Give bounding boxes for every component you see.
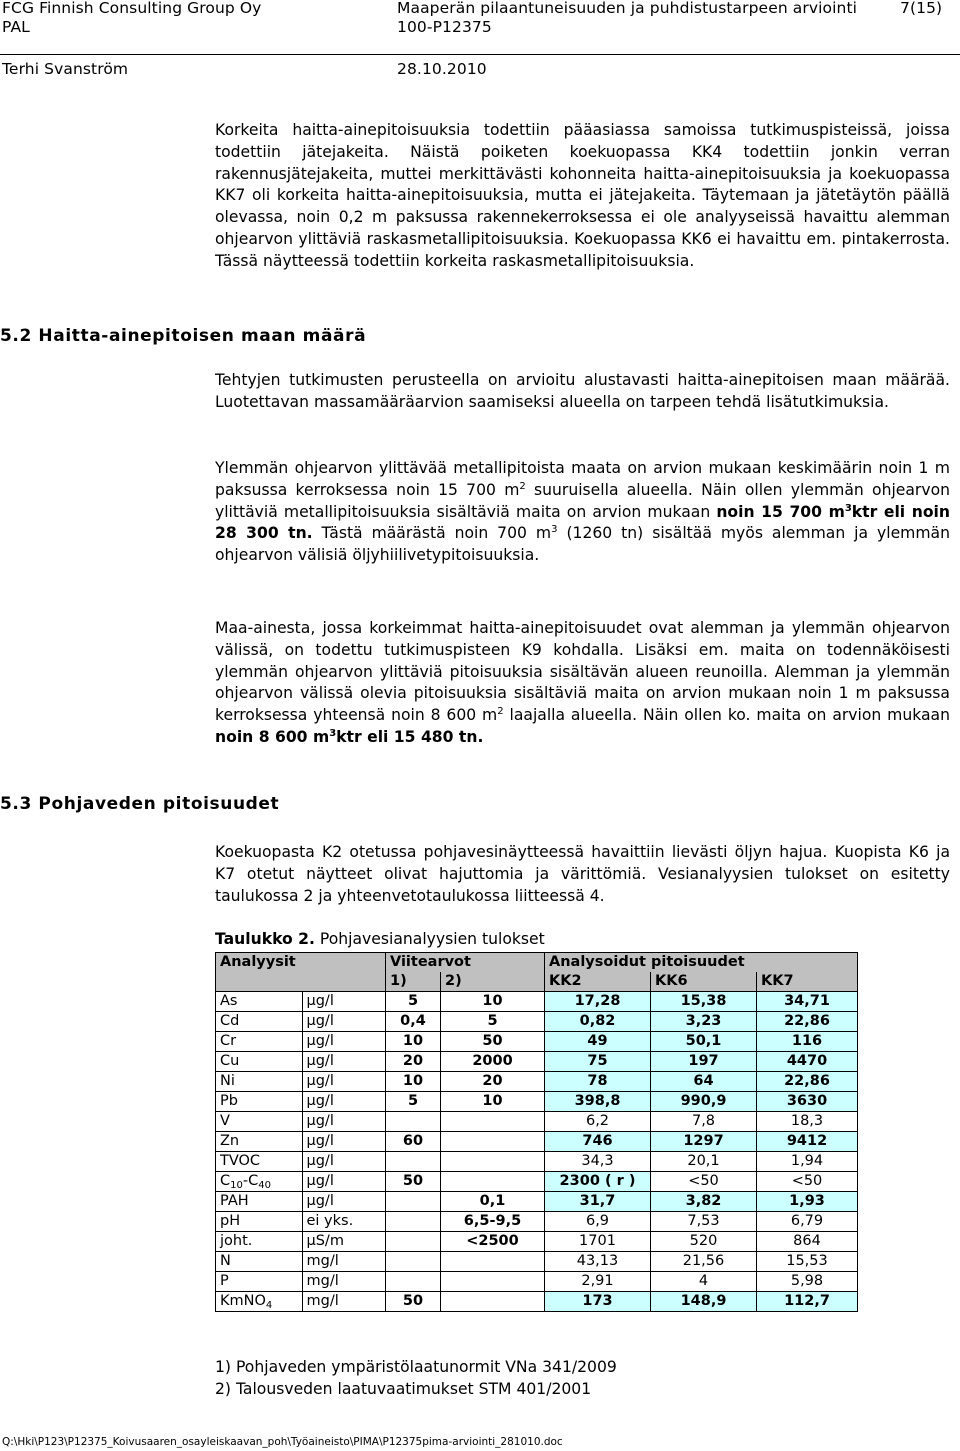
- cell-kk7: <50: [757, 1172, 858, 1192]
- cell-ref-1: 10: [386, 1032, 441, 1052]
- table-row: [216, 1232, 858, 1252]
- p2-part-c: Tästä määrästä noin 700 m: [312, 524, 552, 543]
- analyte-dash-c: -C: [242, 1173, 259, 1189]
- cell-analyte: V: [216, 1112, 303, 1132]
- p3-part-b: laajalla alueella. Näin ollen ko. maita on arvion mukaan: [503, 706, 950, 725]
- table-row: [216, 1112, 858, 1132]
- cell-analyte: pH: [216, 1212, 303, 1232]
- cell-kk6: 3,23: [651, 1012, 757, 1032]
- analyte-sub-40: 40: [258, 1180, 271, 1191]
- cell-kk7: 15,53: [757, 1252, 858, 1272]
- cell-kk7: 34,71: [757, 992, 858, 1012]
- p2-part-a: Ylemmän ohjearvon ylittävää metallipitoista maata on arvion mukaan keskimäärin noin 1 m paksussa kerroksessa noin 15 700 m: [215, 459, 950, 499]
- th-empty-2: [302, 972, 386, 992]
- header-project-number: 100-P12375: [397, 18, 492, 36]
- table-row: [216, 992, 858, 1012]
- cell-analyte: Pb: [216, 1092, 303, 1112]
- section-5-2-text-2: [215, 458, 950, 567]
- p2-sup-a: 2: [519, 480, 526, 492]
- cell-kk2: 78: [545, 1072, 651, 1092]
- cell-kk7: 1,93: [757, 1192, 858, 1212]
- cell-kk2: 1701: [545, 1232, 651, 1252]
- cell-analyte: [216, 1172, 303, 1192]
- header-client: PAL: [2, 18, 30, 36]
- cell-ref-1: 0,4: [386, 1012, 441, 1032]
- cell-kk2: 2300 ( r ): [545, 1172, 651, 1192]
- cell-kk6: 64: [651, 1072, 757, 1092]
- cell-ref-1: [386, 1152, 441, 1172]
- th-kk2: KK2: [545, 972, 651, 992]
- cell-analyte: N: [216, 1252, 303, 1272]
- cell-ref-1: [386, 1272, 441, 1292]
- section-5-2-paragraph-2: [215, 458, 950, 567]
- cell-unit: µg/l: [302, 1052, 386, 1072]
- p3-part-a: Maa-ainesta, jossa korkeimmat haitta-ainepitoisuudet ovat alemman ja ylemmän ohjearvon välissä, on todettu tutkimuspisteen K9 kohdalla. Lisäksi em. maita on todennäköisesti ylemmän ohjearvon ylittäviä pitoisuuksia sisältävän alueen reunoilla. Alemman ja ylemmän ohjearvon välissä olevia pitoisuuksia sisältäviä maita on arvion mukaan noin 1 m paksussa kerroksessa yhteensä noin 8 600 m: [215, 619, 950, 725]
- cell-ref-1: 5: [386, 992, 441, 1012]
- cell-unit: µg/l: [302, 1072, 386, 1092]
- table-caption: [215, 930, 545, 948]
- p2-bold-2: ktr eli noin 28 300 tn.: [215, 502, 950, 543]
- th-ref-2: 2): [441, 972, 545, 992]
- cell-kk6: 1297: [651, 1132, 757, 1152]
- cell-kk7: 4470: [757, 1052, 858, 1072]
- cell-kk7: 3630: [757, 1092, 858, 1112]
- analyte-kmno: KmNO: [220, 1293, 266, 1309]
- cell-ref-2: 2000: [441, 1052, 545, 1072]
- table-row: [216, 1172, 858, 1192]
- cell-unit: µg/l: [302, 1132, 386, 1152]
- cell-analyte: PAH: [216, 1192, 303, 1212]
- p2-bold-sup: 3: [844, 502, 852, 514]
- cell-unit: mg/l: [302, 1252, 386, 1272]
- cell-analyte: TVOC: [216, 1152, 303, 1172]
- table-notes: [215, 1356, 617, 1400]
- section-5-2-paragraph-1: [215, 370, 950, 414]
- table-row: [216, 1092, 858, 1112]
- cell-ref-2: 0,1: [441, 1192, 545, 1212]
- p3-bold-2: ktr eli 15 480 tn.: [336, 727, 484, 746]
- table-row: [216, 1072, 858, 1092]
- cell-unit: ei yks.: [302, 1212, 386, 1232]
- th-kk6: KK6: [651, 972, 757, 992]
- p2-part-b: suuruisella alueella. Näin ollen ylemmän ohjearvon ylittäviä metallipitoisuuksia sisältäviä maita on arvion mukaan: [215, 480, 950, 521]
- header-company: FCG Finnish Consulting Group Oy: [2, 0, 262, 17]
- cell-kk7: 5,98: [757, 1272, 858, 1292]
- cell-kk6: 21,56: [651, 1252, 757, 1272]
- cell-kk6: 3,82: [651, 1192, 757, 1212]
- cell-kk7: 116: [757, 1032, 858, 1052]
- cell-unit: mg/l: [302, 1272, 386, 1292]
- cell-ref-2: 10: [441, 1092, 545, 1112]
- section-5-2-text-3: [215, 618, 950, 749]
- cell-kk2: 0,82: [545, 1012, 651, 1032]
- cell-ref-2: [441, 1152, 545, 1172]
- cell-ref-1: 50: [386, 1292, 441, 1312]
- cell-kk6: 148,9: [651, 1292, 757, 1312]
- cell-kk2: 49: [545, 1032, 651, 1052]
- cell-ref-2: [441, 1132, 545, 1152]
- table-caption-label: Taulukko 2.: [215, 930, 315, 948]
- cell-analyte: Cr: [216, 1032, 303, 1052]
- cell-unit: µg/l: [302, 1192, 386, 1212]
- cell-kk2: 34,3: [545, 1152, 651, 1172]
- cell-kk6: 7,53: [651, 1212, 757, 1232]
- table-row: [216, 1032, 858, 1052]
- p2-bold-1: noin 15 700 m: [716, 502, 845, 521]
- header-date: 28.10.2010: [397, 60, 487, 78]
- cell-kk6: 20,1: [651, 1152, 757, 1172]
- note-2: 2) Talousveden laatuvaatimukset STM 401/2001: [215, 1380, 592, 1398]
- cell-ref-2: <2500: [441, 1232, 545, 1252]
- cell-kk7: 864: [757, 1232, 858, 1252]
- cell-unit: µg/l: [302, 1112, 386, 1132]
- cell-kk2: 398,8: [545, 1092, 651, 1112]
- th-empty-1: [216, 972, 303, 992]
- th-ref-1: 1): [386, 972, 441, 992]
- section-5-2-heading: 5.2 Haitta-ainepitoisen maan määrä: [0, 326, 367, 346]
- p2-part-d: (1260 tn) sisältää myös alemman ja ylemmän ohjearvon välisiä öljyhiilivetypitoisuuksia.: [215, 524, 950, 565]
- cell-kk2: 31,7: [545, 1192, 651, 1212]
- section-5-2-paragraph-3: [215, 618, 950, 749]
- p3-bold-volume: [215, 728, 483, 746]
- cell-kk7: 9412: [757, 1132, 858, 1152]
- cell-ref-1: [386, 1112, 441, 1132]
- cell-ref-1: 50: [386, 1172, 441, 1192]
- analyte-sub-4: 4: [265, 1300, 273, 1311]
- header-divider: [0, 54, 960, 55]
- cell-kk6: <50: [651, 1172, 757, 1192]
- cell-analyte: [216, 1292, 303, 1312]
- cell-analyte: As: [216, 992, 303, 1012]
- cell-unit: µS/m: [302, 1232, 386, 1252]
- cell-ref-2: [441, 1172, 545, 1192]
- cell-ref-2: 50: [441, 1032, 545, 1052]
- table-caption-text: Pohjavesianalyysien tulokset: [314, 930, 545, 948]
- table-row: [216, 1052, 858, 1072]
- th-analyysit: Analyysit: [216, 953, 386, 973]
- cell-unit: µg/l: [302, 1152, 386, 1172]
- footer-file-path: Q:\Hki\P123\P12375_Koivusaaren_osayleiskaavan_poh\Työaineisto\PIMA\P12375pima-arviointi_281010.doc: [2, 1436, 563, 1448]
- intro-paragraph: Korkeita haitta-ainepitoisuuksia todettiin pääasiassa samoissa tutkimuspisteissä, joissa todettiin jätejakeita. Näistä poiketen koekuopassa KK4 todettiin jonkin verran rakennusjätejakeita, muttei merkittävästi kohonneita haitta-ainepitoisuuksia ja koekuopassa KK7 oli korkeita haitta-ainepitoisuuksia, mutta ei jätejakeita. Täytemaan ja jätetäytön päällä olevassa, noin 0,2 m paksussa rakennekerroksessa ei ole analyyseissä havaittu alemman ohjearvon ylittäviä raskasmetallipitoisuuksia. Koekuopassa KK6 ei havaittu em. pintakerrosta. Tässä näytteessä todettiin korkeita raskasmetallipitoisuuksia.: [215, 121, 950, 270]
- table-row: [216, 1012, 858, 1032]
- cell-kk2: 6,2: [545, 1112, 651, 1132]
- cell-analyte: Ni: [216, 1072, 303, 1092]
- cell-ref-1: 10: [386, 1072, 441, 1092]
- table-row: [216, 1192, 858, 1212]
- cell-kk2: 43,13: [545, 1252, 651, 1272]
- cell-kk7: 112,7: [757, 1292, 858, 1312]
- cell-kk7: 22,86: [757, 1012, 858, 1032]
- cell-ref-1: [386, 1212, 441, 1232]
- cell-kk6: 990,9: [651, 1092, 757, 1112]
- cell-kk7: 1,94: [757, 1152, 858, 1172]
- cell-ref-2: 10: [441, 992, 545, 1012]
- p2-sup-c: 3: [551, 524, 558, 536]
- section-5-3-heading: 5.3 Pohjaveden pitoisuudet: [0, 794, 280, 814]
- section-5-3-paragraph: [215, 842, 950, 907]
- cell-kk6: 7,8: [651, 1112, 757, 1132]
- cell-unit: µg/l: [302, 1012, 386, 1032]
- cell-ref-2: 20: [441, 1072, 545, 1092]
- cell-unit: µg/l: [302, 1172, 386, 1192]
- table-row: [216, 1152, 858, 1172]
- cell-ref-1: [386, 1232, 441, 1252]
- cell-ref-1: [386, 1192, 441, 1212]
- th-kk7: KK7: [757, 972, 858, 992]
- table-header-row-2: [216, 972, 858, 992]
- table-row: [216, 1132, 858, 1152]
- cell-unit: µg/l: [302, 1032, 386, 1052]
- cell-ref-2: [441, 1292, 545, 1312]
- header-document-title: Maaperän pilaantuneisuuden ja puhdistustarpeen arviointi: [397, 0, 858, 17]
- analyte-c: C: [220, 1173, 231, 1189]
- cell-ref-2: 6,5-9,5: [441, 1212, 545, 1232]
- p3-bold-sup: 3: [329, 727, 337, 739]
- table-row: [216, 1252, 858, 1272]
- th-viitearvot: Viitearvot: [386, 953, 545, 973]
- analyte-sub-10: 10: [230, 1180, 243, 1191]
- cell-analyte: Cu: [216, 1052, 303, 1072]
- cell-kk2: 75: [545, 1052, 651, 1072]
- cell-analyte: joht.: [216, 1232, 303, 1252]
- section-5-2-text-1: Tehtyjen tutkimusten perusteella on arvioitu alustavasti haitta-ainepitoisen maan määrää. Luotettavan massamääräarvion saamiseksi alueella on tarpeen tehdä lisätutkimuksia.: [215, 371, 950, 411]
- cell-kk7: 18,3: [757, 1112, 858, 1132]
- cell-kk2: 2,91: [545, 1272, 651, 1292]
- cell-kk2: 17,28: [545, 992, 651, 1012]
- table-header-row-1: [216, 953, 858, 973]
- p3-sup-a: 2: [497, 706, 504, 718]
- cell-ref-1: 20: [386, 1052, 441, 1072]
- groundwater-results-table: [215, 952, 858, 1312]
- table-row: [216, 1212, 858, 1232]
- cell-analyte: P: [216, 1272, 303, 1292]
- cell-analyte: Cd: [216, 1012, 303, 1032]
- cell-kk6: 15,38: [651, 992, 757, 1012]
- cell-unit: mg/l: [302, 1292, 386, 1312]
- cell-ref-2: [441, 1112, 545, 1132]
- table-row: [216, 1272, 858, 1292]
- cell-kk7: 6,79: [757, 1212, 858, 1232]
- cell-kk2: 6,9: [545, 1212, 651, 1232]
- intro-section: [215, 120, 950, 273]
- cell-ref-2: 5: [441, 1012, 545, 1032]
- cell-kk2: 173: [545, 1292, 651, 1312]
- cell-ref-2: [441, 1272, 545, 1292]
- cell-kk2: 746: [545, 1132, 651, 1152]
- th-analysoidut: Analysoidut pitoisuudet: [545, 953, 858, 973]
- cell-kk6: 520: [651, 1232, 757, 1252]
- cell-kk6: 197: [651, 1052, 757, 1072]
- cell-ref-1: 5: [386, 1092, 441, 1112]
- cell-ref-1: [386, 1252, 441, 1272]
- header-author: Terhi Svanström: [2, 60, 129, 78]
- cell-analyte: Zn: [216, 1132, 303, 1152]
- cell-unit: µg/l: [302, 992, 386, 1012]
- cell-kk6: 4: [651, 1272, 757, 1292]
- section-5-3-text: Koekuopasta K2 otetussa pohjavesinäytteessä havaittiin lievästi öljyn hajua. Kuopista K6 ja K7 otetut näytteet olivat hajuttomia ja värittömiä. Vesianalyysien tulokset on esitetty taulukossa 2 ja yhteenvetotaulukossa liitteessä 4.: [215, 843, 950, 905]
- cell-ref-1: 60: [386, 1132, 441, 1152]
- table-row: [216, 1292, 858, 1312]
- cell-kk7: 22,86: [757, 1072, 858, 1092]
- header-page-number: 7(15): [900, 0, 943, 17]
- cell-unit: µg/l: [302, 1092, 386, 1112]
- cell-ref-2: [441, 1252, 545, 1272]
- p3-bold-1: noin 8 600 m: [215, 727, 330, 746]
- note-1: 1) Pohjaveden ympäristölaatunormit VNa 341/2009: [215, 1358, 617, 1376]
- cell-kk6: 50,1: [651, 1032, 757, 1052]
